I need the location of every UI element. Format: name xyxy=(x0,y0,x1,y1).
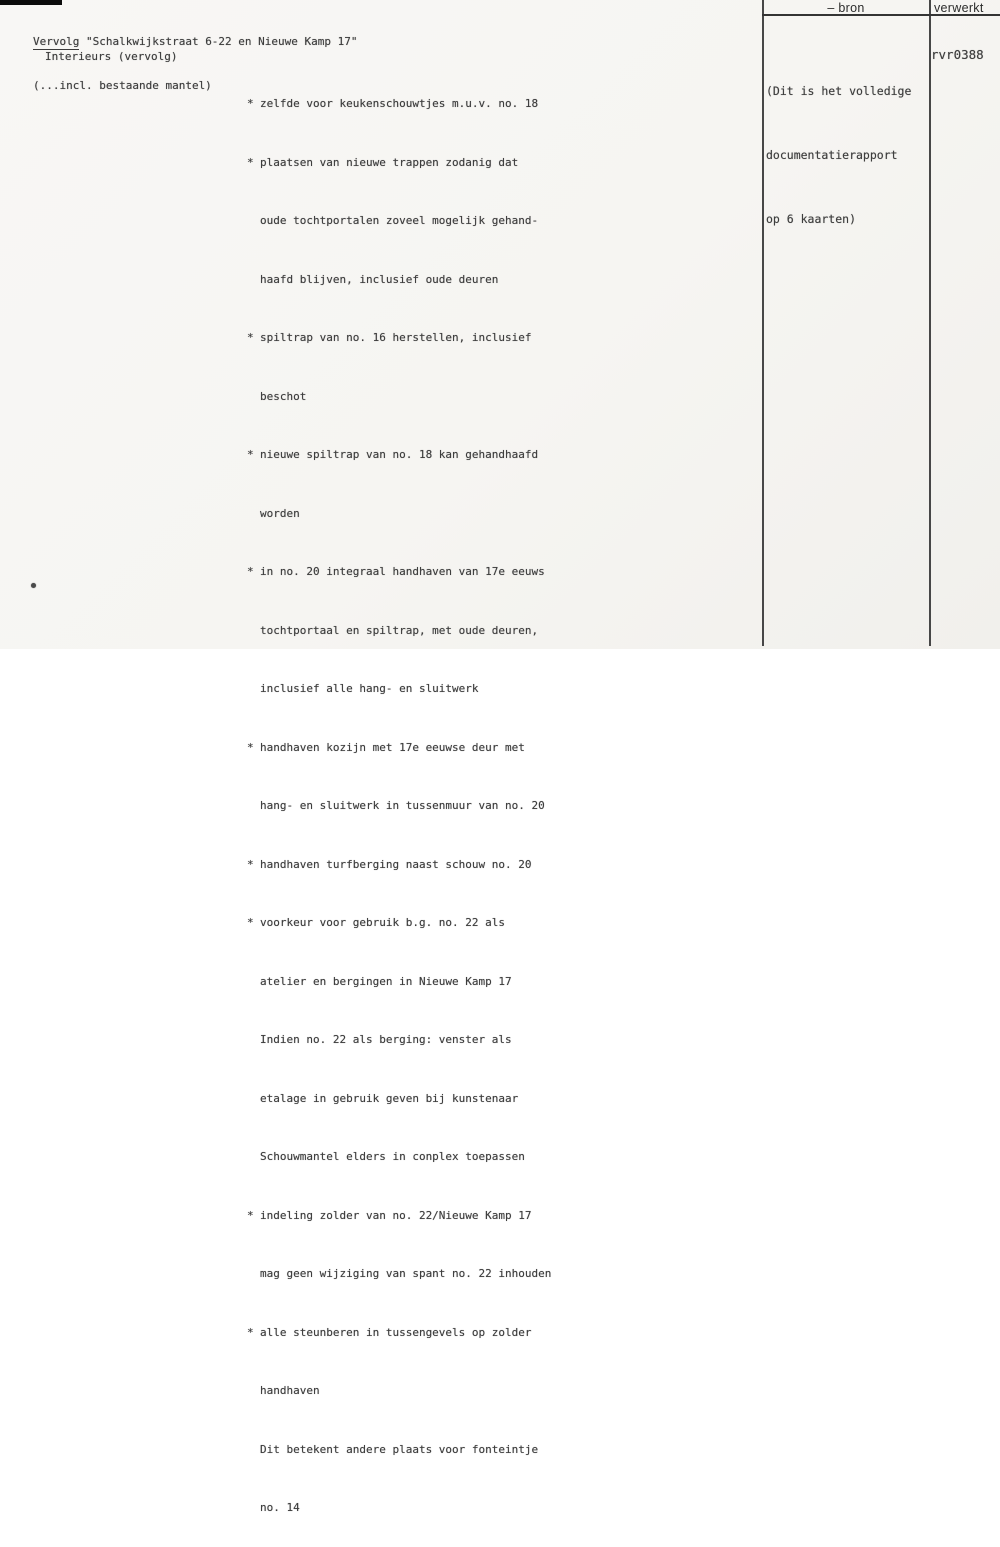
notes-list xyxy=(247,45,551,1547)
note-text: oude tochtportalen zoveel mogelijk gehand- xyxy=(260,214,539,227)
ink-dot xyxy=(31,583,36,588)
bullet-marker: * xyxy=(247,1208,254,1222)
note-line xyxy=(247,507,551,527)
note-text: haafd blijven, inclusief oude deuren xyxy=(260,272,499,286)
note-line xyxy=(247,858,551,878)
note-line xyxy=(247,1501,551,1521)
bullet-marker: * xyxy=(247,331,254,344)
note-text: handhaven xyxy=(260,1384,320,1397)
note-text: spiltrap van no. 16 herstellen, inclusief xyxy=(260,331,532,344)
note-text: nieuwe spiltrap van no. 18 kan gehandhaafd xyxy=(260,448,539,461)
bullet-marker: * xyxy=(247,97,254,110)
bullet-marker: * xyxy=(247,448,254,461)
verwerkt-column-divider xyxy=(929,0,931,646)
note-text: Schouwmantel elders in conplex toepassen xyxy=(260,1150,525,1163)
bron-column-header: – bron xyxy=(827,1,865,15)
note-text: Indien no. 22 als berging: venster als xyxy=(260,1033,512,1046)
note-line xyxy=(247,1209,551,1229)
note-line xyxy=(247,448,551,468)
note-line xyxy=(247,331,551,351)
note-line xyxy=(247,624,551,644)
bron-note-line: documentatierapport xyxy=(766,148,898,162)
note-text: in no. 20 integraal handhaven van 17e eeuws xyxy=(260,565,545,578)
note-text: mag geen wijziging van spant no. 22 inhouden xyxy=(260,1267,552,1280)
note-line xyxy=(247,1150,551,1170)
bullet-marker: * xyxy=(247,916,254,929)
note-line xyxy=(247,1092,551,1112)
verwerkt-column-header: verwerkt xyxy=(934,1,984,15)
note-text: worden xyxy=(260,506,300,520)
note-line xyxy=(247,1326,551,1346)
note-line xyxy=(247,916,551,936)
bron-column-divider xyxy=(762,0,764,646)
document-subtitle: (...incl. bestaande mantel) xyxy=(33,78,212,92)
bron-note-line: (Dit is het volledige xyxy=(766,84,912,98)
bron-note xyxy=(766,19,911,259)
note-text: voorkeur voor gebruik b.g. no. 22 als xyxy=(260,916,506,929)
note-line xyxy=(247,273,551,293)
note-line xyxy=(247,1443,551,1463)
note-text: atelier en bergingen in Nieuwe Kamp 17 xyxy=(260,974,512,988)
note-text: hang- en sluitwerk in tussenmuur van no. 20 xyxy=(260,799,545,812)
note-line xyxy=(247,390,551,410)
note-text: Dit betekent andere plaats voor fonteintje xyxy=(260,1442,539,1456)
note-text: etalage in gebruik geven bij kunstenaar xyxy=(260,1091,519,1105)
bullet-marker: * xyxy=(247,155,254,169)
note-line xyxy=(247,682,551,702)
note-text: alle steunberen in tussengevels op zolder xyxy=(260,1325,532,1339)
bullet-marker: * xyxy=(247,857,254,871)
note-text: indeling zolder van no. 22/Nieuwe Kamp 17 xyxy=(260,1208,532,1222)
note-line xyxy=(247,156,551,176)
bullet-marker: * xyxy=(247,1325,254,1339)
section-label: Interieurs (vervolg) xyxy=(45,50,178,63)
note-text: inclusief alle hang- en sluitwerk xyxy=(260,682,479,695)
note-line xyxy=(247,565,551,585)
document-title-underlined: Vervolg xyxy=(33,35,80,48)
note-text: handhaven kozijn met 17e eeuwse deur met xyxy=(260,740,525,754)
note-line xyxy=(247,1267,551,1287)
note-line xyxy=(247,97,551,117)
note-line xyxy=(247,741,551,761)
note-text: tochtportaal en spiltrap, met oude deuren, xyxy=(260,623,539,637)
note-text: beschot xyxy=(260,389,307,403)
note-line xyxy=(247,1384,551,1404)
note-line xyxy=(247,214,551,234)
note-line xyxy=(247,975,551,995)
note-text: plaatsen van nieuwe trappen zodanig dat xyxy=(260,155,519,169)
note-line xyxy=(247,1033,551,1053)
bullet-marker: * xyxy=(247,565,254,578)
bullet-marker: * xyxy=(247,740,254,754)
scan-artifact-bar xyxy=(0,0,62,5)
bron-note-line: op 6 kaarten) xyxy=(766,212,857,226)
note-text: zelfde voor keukenschouwtjes m.u.v. no. 18 xyxy=(260,97,539,110)
note-line xyxy=(247,799,551,819)
verwerkt-value: rvr0388 xyxy=(931,47,984,62)
note-text: handhaven turfberging naast schouw no. 20 xyxy=(260,857,532,871)
note-text: no. 14 xyxy=(260,1501,300,1514)
document-title-rest: "Schalkwijkstraat 6-22 en Nieuwe Kamp 17" xyxy=(79,35,358,48)
